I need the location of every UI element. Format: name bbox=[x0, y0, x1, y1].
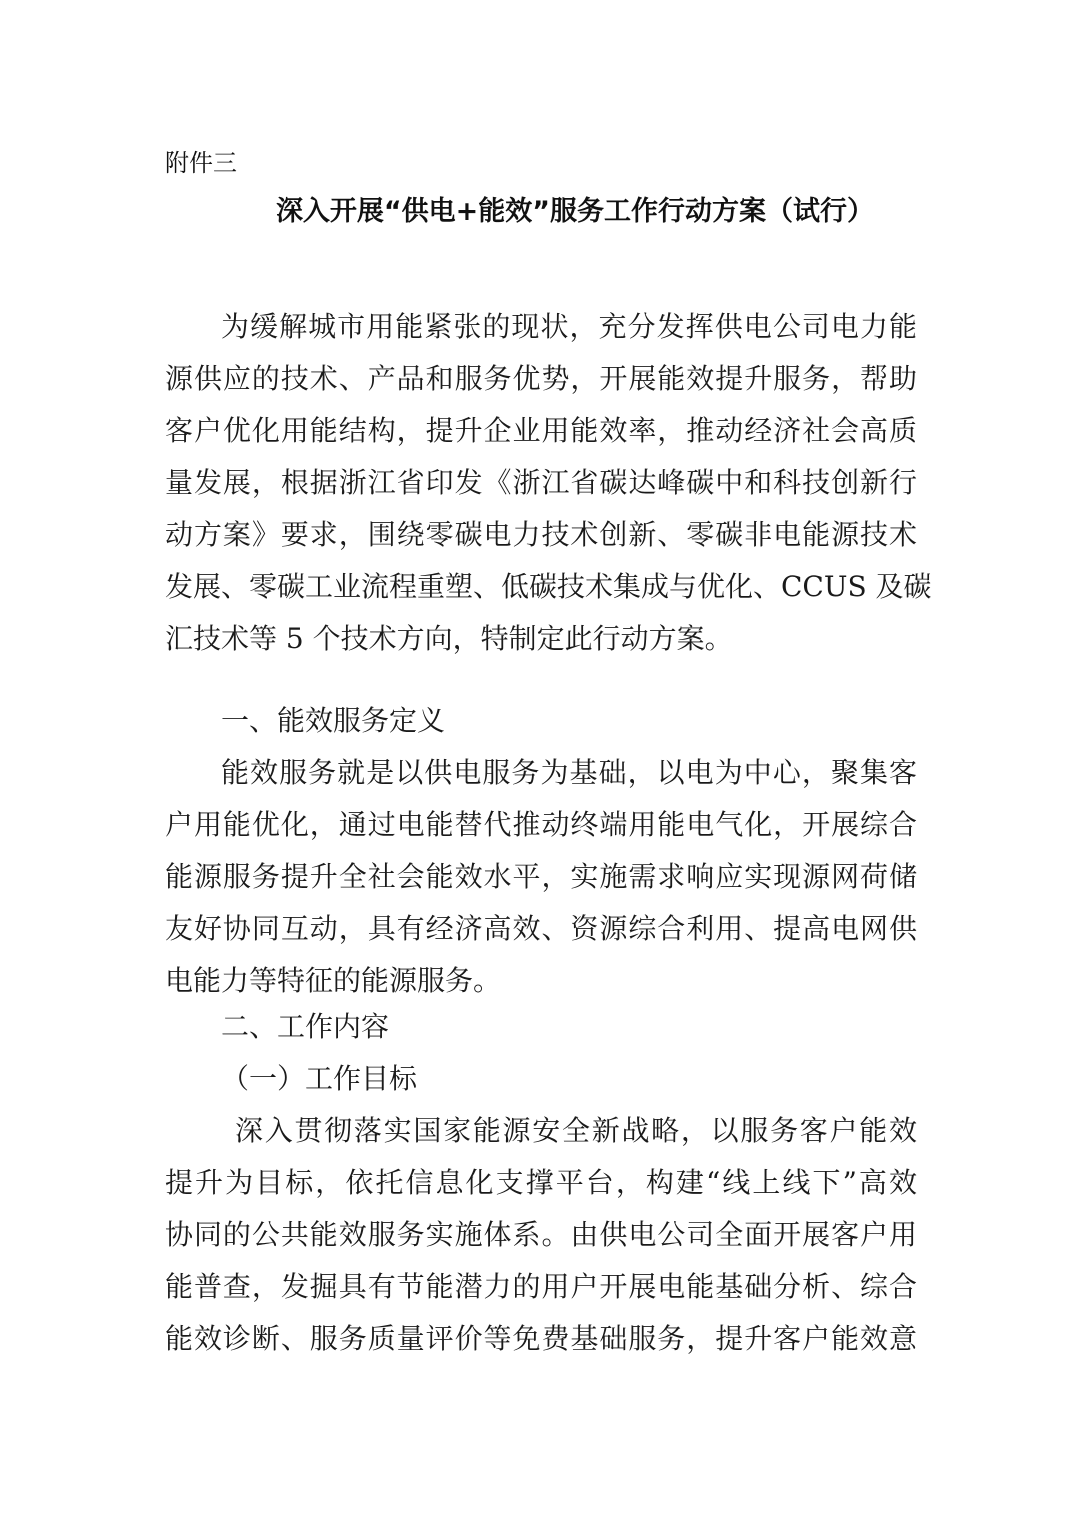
paragraph-line: 能效诊断、服务质量评价等免费基础服务，提升客户能效意 bbox=[165, 1322, 917, 1355]
paragraph-line: 电能力等特征的能源服务。 bbox=[165, 964, 502, 997]
paragraph-line: 量发展，根据浙江省印发《浙江省碳达峰碳中和科技创新行 bbox=[165, 466, 917, 499]
attachment-label: 附件三 bbox=[165, 149, 237, 177]
paragraph-line: 能源服务提升全社会能效水平，实施需求响应实现源网荷储 bbox=[165, 860, 917, 893]
paragraph-line: 发展、零碳工业流程重塑、低碳技术集成与优化、CCUS 及碳 bbox=[165, 570, 932, 603]
paragraph-line: 汇技术等 5 个技术方向，特制定此行动方案。 bbox=[165, 622, 733, 655]
paragraph-line: 能效服务就是以供电服务为基础，以电为中心，聚集客 bbox=[221, 756, 917, 789]
paragraph-line: 友好协同互动，具有经济高效、资源综合利用、提高电网供 bbox=[165, 912, 917, 945]
section-heading: 一、能效服务定义 bbox=[221, 704, 446, 737]
paragraph-line: 动方案》要求，围绕零碳电力技术创新、零碳非电能源技术 bbox=[165, 518, 917, 551]
paragraph-line: 提升为目标，依托信息化支撑平台，构建“线上线下”高效 bbox=[165, 1166, 917, 1199]
subsection-heading: （一）工作目标 bbox=[221, 1062, 418, 1095]
paragraph-line: 协同的公共能效服务实施体系。由供电公司全面开展客户用 bbox=[165, 1218, 917, 1251]
document-title: 深入开展“供电+能效”服务工作行动方案（试行） bbox=[275, 196, 875, 227]
paragraph-line: 户用能优化，通过电能替代推动终端用能电气化，开展综合 bbox=[165, 808, 917, 841]
paragraph-line: 源供应的技术、产品和服务优势，开展能效提升服务，帮助 bbox=[165, 362, 917, 395]
paragraph-line: 为缓解城市用能紧张的现状，充分发挥供电公司电力能 bbox=[221, 310, 917, 343]
paragraph-line: 客户优化用能结构，提升企业用能效率，推动经济社会高质 bbox=[165, 414, 917, 447]
section-heading: 二、工作内容 bbox=[221, 1010, 390, 1043]
paragraph-line: 深入贯彻落实国家能源安全新战略，以服务客户能效 bbox=[235, 1114, 917, 1147]
paragraph-line: 能普查，发掘具有节能潜力的用户开展电能基础分析、综合 bbox=[165, 1270, 917, 1303]
